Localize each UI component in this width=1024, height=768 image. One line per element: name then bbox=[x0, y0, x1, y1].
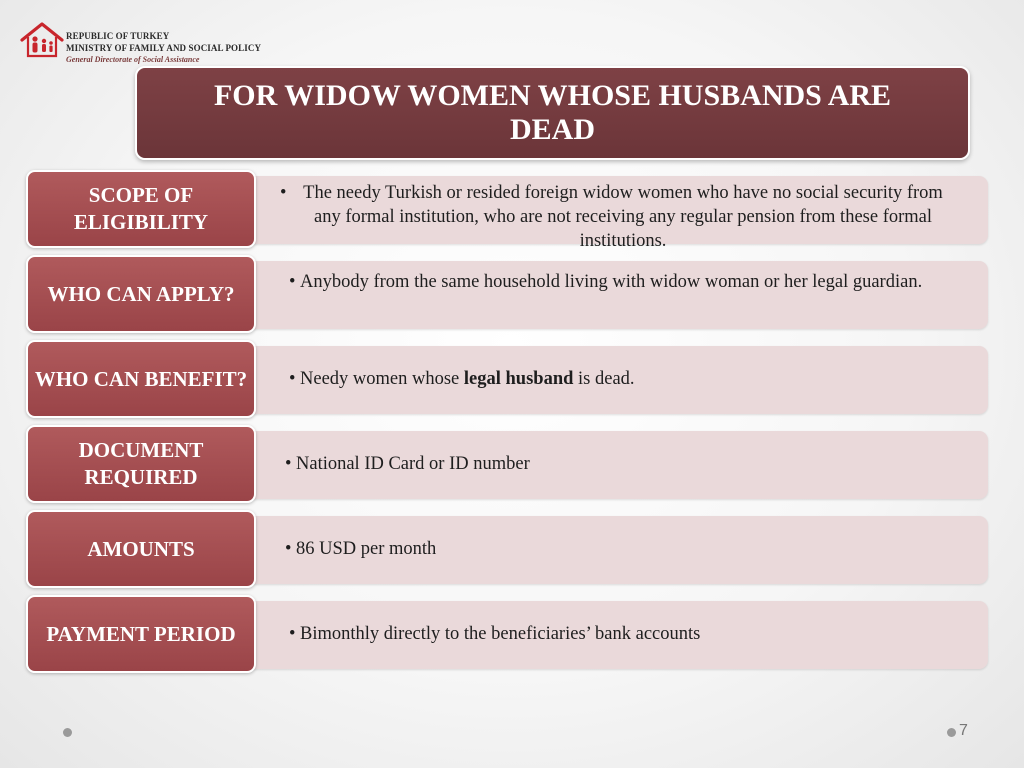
content-payment-period bbox=[252, 601, 988, 669]
benefit-text-after: is dead. bbox=[573, 369, 635, 389]
family-house-logo-icon bbox=[20, 20, 64, 60]
org-ministry: MINISTRY OF FAMILY AND SOCIAL POLICY bbox=[66, 43, 262, 53]
label-payment-period: PAYMENT PERIOD bbox=[26, 595, 256, 673]
row-payment-period bbox=[0, 595, 1024, 675]
footer-dot-left bbox=[63, 728, 72, 737]
bullet: • bbox=[280, 183, 287, 203]
row-who-can-benefit bbox=[0, 340, 1024, 420]
bullet: • bbox=[289, 272, 296, 292]
benefit-text-before: Needy women whose bbox=[300, 369, 464, 389]
bullet: • bbox=[285, 454, 292, 474]
label-amounts: AMOUNTS bbox=[26, 510, 256, 588]
label-scope-of-eligibility: SCOPE OF ELIGIBILITY bbox=[26, 170, 256, 248]
row-document-required bbox=[0, 425, 1024, 505]
row-who-can-apply bbox=[0, 255, 1024, 335]
amounts-text: 86 USD per month bbox=[296, 539, 437, 559]
content-who-can-apply bbox=[252, 261, 988, 329]
label-document-required: DOCUMENT REQUIRED bbox=[26, 425, 256, 503]
content-scope-of-eligibility bbox=[252, 176, 988, 251]
bullet: • bbox=[285, 539, 292, 559]
apply-text: Anybody from the same household living with widow woman or her legal guardian. bbox=[300, 272, 923, 292]
benefit-text-bold: legal husband bbox=[463, 369, 574, 389]
bullet: • bbox=[289, 369, 296, 389]
row-amounts bbox=[0, 510, 1024, 590]
payment-text: Bimonthly directly to the beneficiaries’ bank accounts bbox=[300, 624, 701, 644]
page-number: 7 bbox=[959, 722, 968, 739]
document-text: National ID Card or ID number bbox=[296, 454, 530, 474]
footer-dot-right bbox=[947, 728, 956, 737]
content-document-required bbox=[252, 431, 988, 499]
label-who-can-benefit: WHO CAN BENEFIT? bbox=[26, 340, 256, 418]
bullet: • bbox=[289, 624, 296, 644]
label-who-can-apply: WHO CAN APPLY? bbox=[26, 255, 256, 333]
scope-text: The needy Turkish or resided foreign widow women who have no social security from any formal institution, who are not receiving any regular pension from these formal institutions. bbox=[303, 183, 943, 251]
row-scope-of-eligibility bbox=[0, 170, 1024, 250]
org-directorate: General Directorate of Social Assistance bbox=[66, 55, 200, 64]
org-country: REPUBLIC OF TURKEY bbox=[66, 31, 170, 41]
slide-title bbox=[135, 66, 970, 160]
organization-heading bbox=[66, 30, 261, 65]
slide-title-text: FOR WIDOW WOMEN WHOSE HUSBANDS ARE DEAD bbox=[213, 79, 892, 146]
content-who-can-benefit bbox=[252, 346, 988, 414]
content-amounts bbox=[252, 516, 988, 584]
